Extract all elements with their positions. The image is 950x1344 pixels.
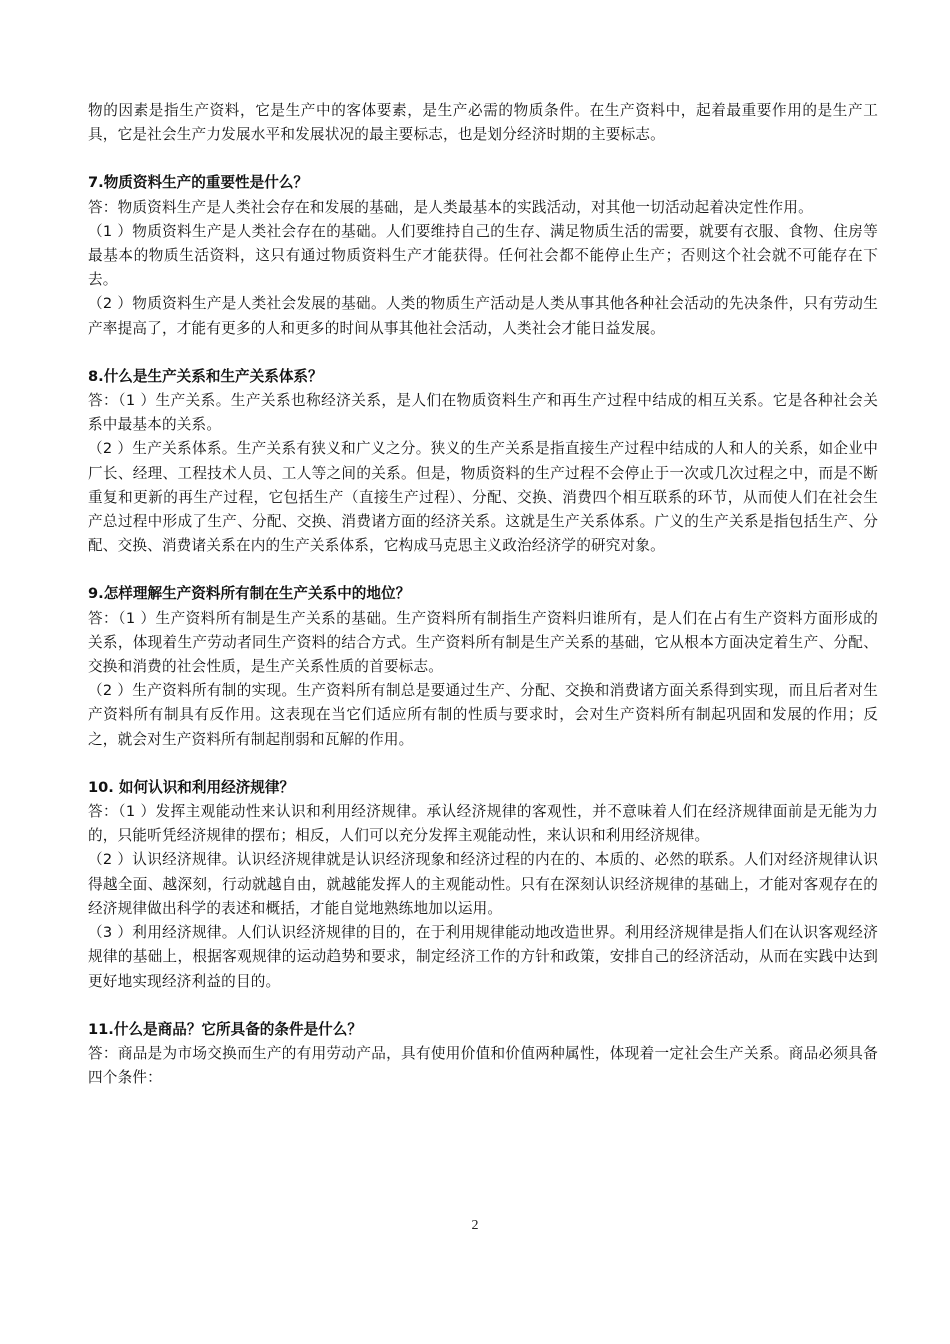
answer-paragraph: 答：物质资料生产是人类社会存在和发展的基础，是人类最基本的实践活动，对其他一切活动起着决定性作用。 xyxy=(88,198,813,216)
question-heading: 8.什么是生产关系和生产关系体系？ xyxy=(88,367,323,385)
answer-paragraph: （2 ）生产关系体系。生产关系有狭义和广义之分。狭义的生产关系是指直接生产过程中结成的人和人的关系，如企业中厂长、经理、工程技术人员、工人等之间的关系。但是，物质资料的生产过程不会停止于一次或几次过程之中，而是不断重复和更新的再生产过程，它包括生产（直接生产过程）、分配、交换、消费四个相互联系的环节，从而使人们在社会生产总过程中形成了生产、分配、交换、消费诸方面的经济关系。这就是生产关系体系。广义的生产关系是指包括生产、分配、交换、消费诸关系在内的生产关系体系，它构成马克思主义政治经济学的研究对象。 xyxy=(88,440,878,555)
answer-paragraph: 答：（1 ）生产关系。生产关系也称经济关系，是人们在物质资料生产和再生产过程中结成的相互关系。它是各种社会关系中最基本的关系。 xyxy=(88,392,878,434)
question-section-11 xyxy=(88,1018,878,1091)
intro-paragraph: 物的因素是指生产资料，它是生产中的客体要素，是生产必需的物质条件。在生产资料中，起着最重要作用的是生产工具，它是社会生产力发展水平和发展状况的最主要标志，也是划分经济时期的主要标志。 xyxy=(88,102,878,144)
answer-paragraph: （1 ）物质资料生产是人类社会存在的基础。人们要维持自己的生存、满足物质生活的需要，就要有衣服、食物、住房等最基本的物质生活资料，这只有通过物质资料生产才能获得。任何社会都不能停止生产；否则这个社会就不可能存在下去。 xyxy=(88,222,878,289)
answer-paragraph: （2 ）物质资料生产是人类社会发展的基础。人类的物质生产活动是人类从事其他各种社会活动的先决条件，只有劳动生产率提高了，才能有更多的人和更多的时间从事其他社会活动，人类社会才能日益发展。 xyxy=(88,295,878,337)
question-section-8 xyxy=(88,365,878,559)
question-heading: 10. 如何认识和利用经济规律？ xyxy=(88,778,295,796)
page-content xyxy=(88,99,878,1090)
answer-paragraph: （2 ）认识经济规律。认识经济规律就是认识经济现象和经济过程的内在的、本质的、必然的联系。人们对经济规律认识得越全面、越深刻，行动就越自由，就越能发挥人的主观能动性。只有在深刻认识经济规律的基础上，才能对客观存在的经济规律做出科学的表述和概括，才能自觉地熟练地加以运用。 xyxy=(88,851,878,917)
page-number: 2 xyxy=(471,1218,479,1233)
question-heading: 7.物质资料生产的重要性是什么？ xyxy=(88,174,309,192)
question-section-7 xyxy=(88,171,878,340)
answer-paragraph: （2 ）生产资料所有制的实现。生产资料所有制总是要通过生产、分配、交换和消费诸方面关系得到实现，而且后者对生产资料所有制具有反作用。这表现在当它们适应所有制的性质与要求时，会对生产资料所有制起巩固和发展的作用；反之，就会对生产资料所有制起削弱和瓦解的作用。 xyxy=(88,682,878,748)
answer-paragraph: 答：（1 ）生产资料所有制是生产关系的基础。生产资料所有制指生产资料归谁所有，是人们在占有生产资料方面形成的关系，体现着生产劳动者同生产资料的结合方式。生产资料所有制是生产关系的基础，它从根本方面决定着生产、分配、交换和消费的社会性质，是生产关系性质的首要标志。 xyxy=(88,609,878,676)
answer-paragraph: 答：商品是为市场交换而生产的有用劳动产品，具有使用价值和价值两种属性，体现着一定社会生产关系。商品必须具备四个条件： xyxy=(88,1044,878,1087)
answer-paragraph: 答：（1 ）发挥主观能动性来认识和利用经济规律。承认经济规律的客观性，并不意味着人们在经济规律面前是无能为力的，只能听凭经济规律的摆布；相反，人们可以充分发挥主观能动性，来认识和利用经济规律。 xyxy=(88,803,878,845)
question-section-10 xyxy=(88,776,878,994)
question-section-9 xyxy=(88,582,878,751)
answer-paragraph: （3 ）利用经济规律。人们认识经济规律的目的，在于利用规律能动地改造世界。利用经济规律是指人们在认识客观经济规律的基础上，根据客观规律的运动趋势和要求，制定经济工作的方针和政策，安排自己的经济活动，从而在实践中达到更好地实现经济利益的目的。 xyxy=(88,924,878,990)
question-heading: 9.怎样理解生产资料所有制在生产关系中的地位？ xyxy=(88,585,411,603)
question-heading: 11.什么是商品？它所具备的条件是什么？ xyxy=(88,1020,362,1038)
